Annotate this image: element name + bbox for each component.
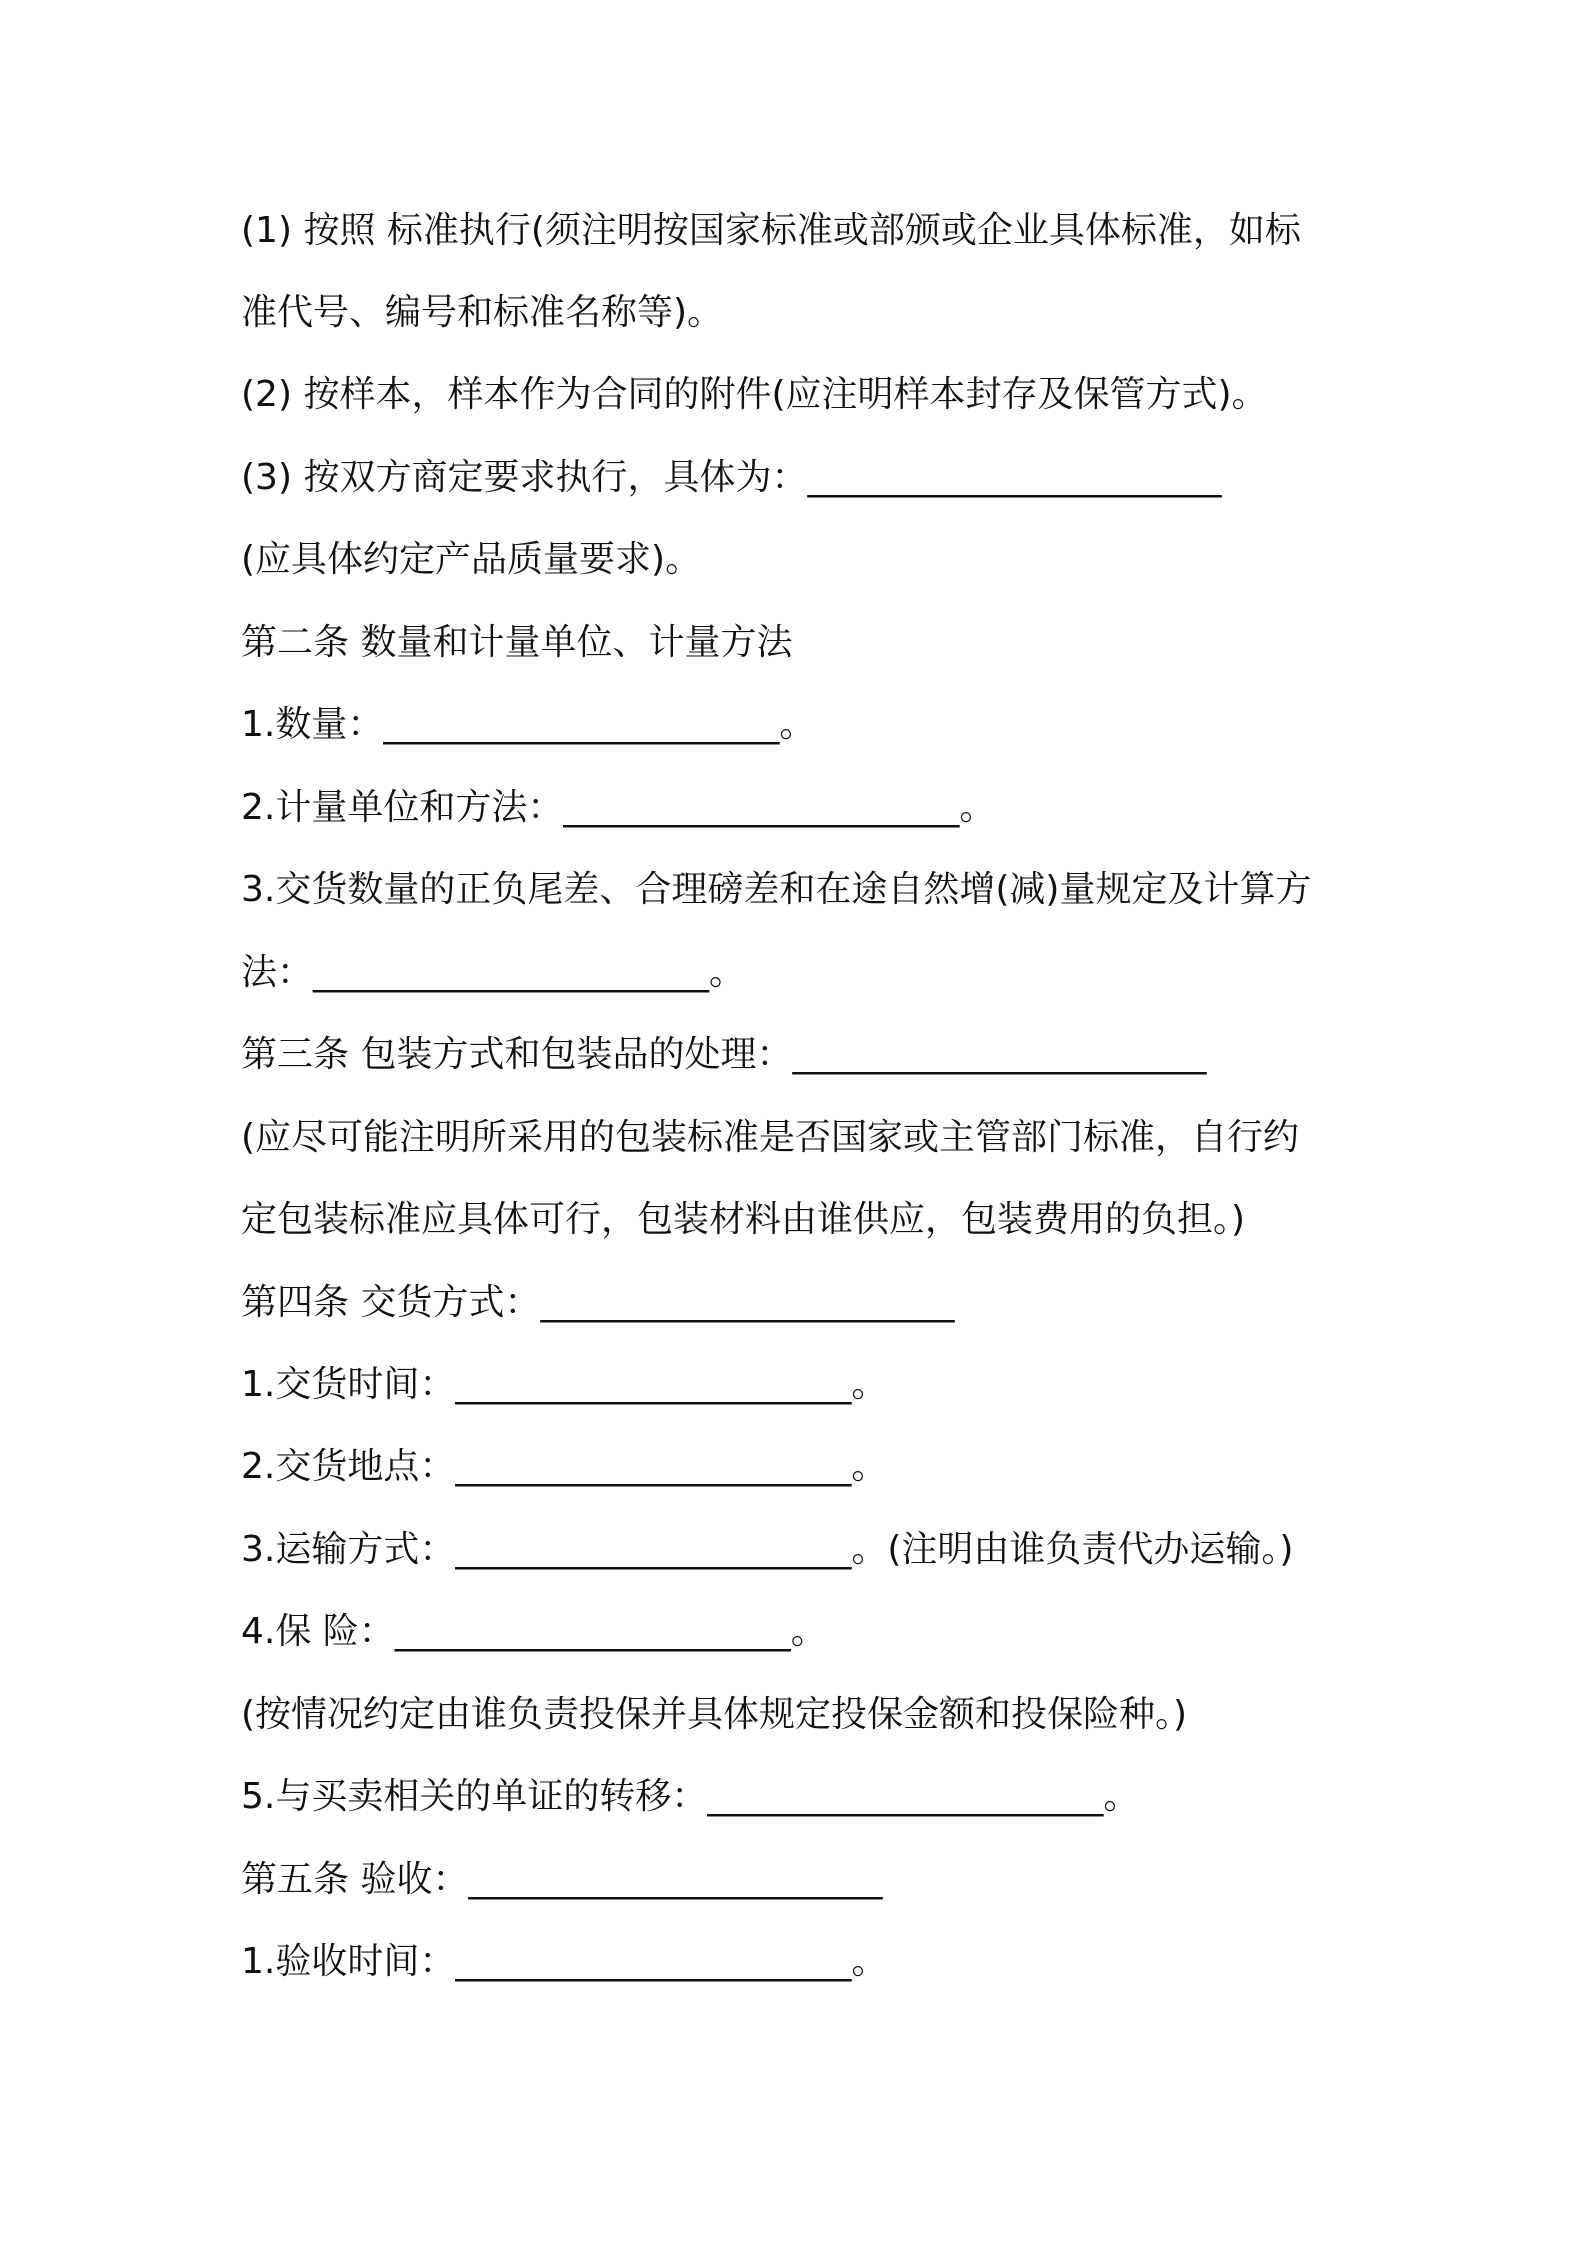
packaging-note-line2: 定包装标准应具体可行，包装材料由谁供应，包装费用的负担。)	[241, 1199, 1246, 1240]
quality-option-2: (2) 按样本，样本作为合同的附件(应注明样本封存及保管方式)。	[241, 374, 1268, 415]
packaging-note-line1: (应尽可能注明所采用的包装标准是否国家或主管部门标准，自行约	[241, 1117, 1300, 1158]
article-5-heading: 第五条 验收：_______________________	[241, 1859, 883, 1900]
delivery-time-line: 1.交货时间：______________________。	[241, 1364, 888, 1405]
acceptance-time-line: 1.验收时间：______________________。	[241, 1941, 888, 1982]
delivery-place-line: 2.交货地点：______________________。	[241, 1446, 888, 1487]
transport-line: 3.运输方式：______________________。(注明由谁负责代办运输。)	[241, 1529, 1294, 1570]
insurance-note: (按情况约定由谁负责投保并具体规定投保金额和投保险种。)	[241, 1694, 1188, 1735]
quantity-line: 1.数量：______________________。	[241, 704, 816, 745]
article-4-heading: 第四条 交货方式：_______________________	[241, 1282, 955, 1323]
quality-option-3: (3) 按双方商定要求执行，具体为：_______________________	[241, 457, 1222, 498]
article-2-heading: 第二条 数量和计量单位、计量方法	[241, 622, 793, 663]
quality-option-3-note: (应具体约定产品质量要求)。	[241, 539, 702, 580]
unit-method-line: 2.计量单位和方法：______________________。	[241, 787, 996, 828]
tolerance-line2: 法：______________________。	[241, 952, 746, 993]
quality-option-1-line1: (1) 按照 标准执行(须注明按国家标准或部颁或企业具体标准，如标	[241, 210, 1301, 251]
tolerance-line1: 3.交货数量的正负尾差、合理磅差和在途自然增(减)量规定及计算方	[241, 869, 1312, 910]
insurance-line: 4.保 险：______________________。	[241, 1611, 827, 1652]
quality-option-1-line2: 准代号、编号和标准名称等)。	[241, 292, 724, 333]
article-3-heading: 第三条 包装方式和包装品的处理：_______________________	[241, 1034, 1207, 1075]
documents-transfer-line: 5.与买卖相关的单证的转移：______________________。	[241, 1776, 1140, 1817]
